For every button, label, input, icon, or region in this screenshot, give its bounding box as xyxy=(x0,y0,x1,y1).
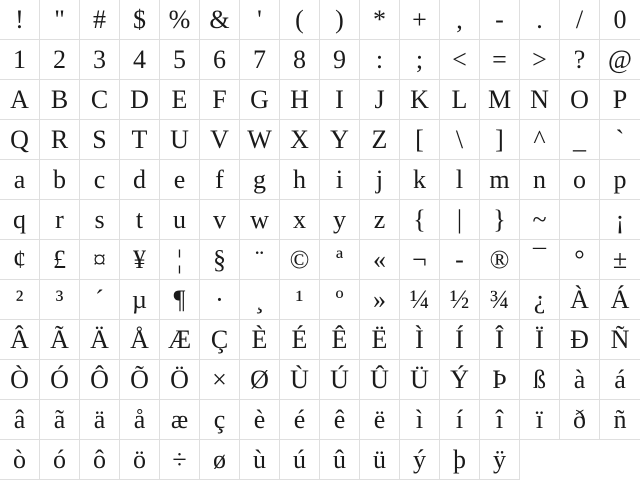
glyph-cell[interactable]: N xyxy=(520,80,560,120)
glyph-cell[interactable]: § xyxy=(200,240,240,280)
glyph-cell[interactable]: H xyxy=(280,80,320,120)
glyph-cell[interactable]: > xyxy=(520,40,560,80)
glyph-cell[interactable]: * xyxy=(360,0,400,40)
glyph-cell[interactable]: Î xyxy=(480,320,520,360)
glyph-cell[interactable]: · xyxy=(200,280,240,320)
glyph-cell[interactable]: E xyxy=(160,80,200,120)
glyph-cell[interactable]: ê xyxy=(320,400,360,440)
glyph-cell[interactable]: Ó xyxy=(40,360,80,400)
glyph-cell[interactable]: / xyxy=(560,0,600,40)
glyph-cell[interactable]: 7 xyxy=(240,40,280,80)
glyph-cell[interactable]: Â xyxy=(0,320,40,360)
glyph-cell[interactable]: F xyxy=(200,80,240,120)
glyph-cell[interactable]: á xyxy=(600,360,640,400)
glyph-cell[interactable]: ² xyxy=(0,280,40,320)
glyph-cell[interactable]: ° xyxy=(560,240,600,280)
glyph-cell[interactable]: ü xyxy=(360,440,400,480)
glyph-cell[interactable]: e xyxy=(160,160,200,200)
glyph-cell[interactable]: = xyxy=(480,40,520,80)
glyph-cell[interactable]: ; xyxy=(400,40,440,80)
glyph-cell[interactable]: ¾ xyxy=(480,280,520,320)
glyph-cell[interactable]: 1 xyxy=(0,40,40,80)
glyph-cell[interactable]: [ xyxy=(400,120,440,160)
glyph-cell[interactable]: h xyxy=(280,160,320,200)
glyph-cell[interactable]: É xyxy=(280,320,320,360)
glyph-cell[interactable]: V xyxy=(200,120,240,160)
glyph-cell[interactable]: Q xyxy=(0,120,40,160)
glyph-cell[interactable]: í xyxy=(440,400,480,440)
glyph-cell[interactable]: j xyxy=(360,160,400,200)
glyph-cell[interactable]: ª xyxy=(320,240,360,280)
glyph-cell[interactable]: ¥ xyxy=(120,240,160,280)
glyph-cell[interactable]: × xyxy=(200,360,240,400)
glyph-cell[interactable]: ± xyxy=(600,240,640,280)
glyph-cell[interactable]: 4 xyxy=(120,40,160,80)
glyph-cell[interactable]: ] xyxy=(480,120,520,160)
glyph-cell[interactable]: ð xyxy=(560,400,600,440)
glyph-cell[interactable]: d xyxy=(120,160,160,200)
glyph-cell[interactable]: ï xyxy=(520,400,560,440)
glyph-cell[interactable]: ' xyxy=(240,0,280,40)
glyph-cell[interactable]: m xyxy=(480,160,520,200)
glyph-cell[interactable]: Ì xyxy=(400,320,440,360)
glyph-cell[interactable]: ë xyxy=(360,400,400,440)
glyph-cell[interactable]: { xyxy=(400,200,440,240)
glyph-cell[interactable]: ¸ xyxy=(240,280,280,320)
glyph-cell[interactable]: O xyxy=(560,80,600,120)
glyph-cell[interactable]: p xyxy=(600,160,640,200)
glyph-cell[interactable]: W xyxy=(240,120,280,160)
glyph-cell[interactable]: k xyxy=(400,160,440,200)
glyph-cell[interactable]: â xyxy=(0,400,40,440)
glyph-cell[interactable]: à xyxy=(560,360,600,400)
glyph-cell[interactable]: a xyxy=(0,160,40,200)
glyph-cell[interactable]: ó xyxy=(40,440,80,480)
glyph-cell[interactable]: £ xyxy=(40,240,80,280)
glyph-cell[interactable]: ç xyxy=(200,400,240,440)
glyph-cell[interactable]: ´ xyxy=(80,280,120,320)
glyph-cell[interactable]: x xyxy=(280,200,320,240)
glyph-cell[interactable]: ? xyxy=(560,40,600,80)
glyph-cell[interactable]: Ö xyxy=(160,360,200,400)
glyph-cell[interactable]: Ô xyxy=(80,360,120,400)
glyph-cell[interactable]: u xyxy=(160,200,200,240)
glyph-cell[interactable]: \ xyxy=(440,120,480,160)
glyph-cell[interactable]: Ë xyxy=(360,320,400,360)
glyph-cell[interactable]: 0 xyxy=(600,0,640,40)
glyph-cell[interactable]: ã xyxy=(40,400,80,440)
glyph-cell[interactable]: D xyxy=(120,80,160,120)
glyph-cell[interactable]: ` xyxy=(600,120,640,160)
glyph-cell[interactable]: ¯ xyxy=(520,240,560,280)
glyph-cell[interactable]: w xyxy=(240,200,280,240)
glyph-cell[interactable]: + xyxy=(400,0,440,40)
glyph-cell[interactable]: L xyxy=(440,80,480,120)
glyph-cell[interactable]: i xyxy=(320,160,360,200)
glyph-cell[interactable]: » xyxy=(360,280,400,320)
glyph-cell[interactable]: ù xyxy=(240,440,280,480)
glyph-cell[interactable]: ö xyxy=(120,440,160,480)
glyph-cell[interactable]: g xyxy=(240,160,280,200)
glyph-cell[interactable]: ^ xyxy=(520,120,560,160)
glyph-cell[interactable]: Ä xyxy=(80,320,120,360)
glyph-cell[interactable]: È xyxy=(240,320,280,360)
glyph-cell[interactable]: r xyxy=(40,200,80,240)
glyph-cell[interactable]: Ï xyxy=(520,320,560,360)
glyph-cell[interactable]: A xyxy=(0,80,40,120)
glyph-cell[interactable]: Ú xyxy=(320,360,360,400)
glyph-cell[interactable]: q xyxy=(0,200,40,240)
glyph-cell[interactable]: é xyxy=(280,400,320,440)
glyph-cell[interactable]: " xyxy=(40,0,80,40)
glyph-cell[interactable]: ä xyxy=(80,400,120,440)
glyph-cell[interactable]: l xyxy=(440,160,480,200)
glyph-cell[interactable]: ¦ xyxy=(160,240,200,280)
glyph-cell[interactable]: å xyxy=(120,400,160,440)
glyph-cell[interactable]: y xyxy=(320,200,360,240)
glyph-cell[interactable]: 6 xyxy=(200,40,240,80)
glyph-cell[interactable]: è xyxy=(240,400,280,440)
glyph-cell[interactable]: | xyxy=(440,200,480,240)
glyph-cell[interactable]: ¿ xyxy=(520,280,560,320)
glyph-cell[interactable]: 8 xyxy=(280,40,320,80)
glyph-cell[interactable]: æ xyxy=(160,400,200,440)
glyph-cell[interactable]: - xyxy=(480,0,520,40)
glyph-cell[interactable]: M xyxy=(480,80,520,120)
glyph-cell[interactable]: ô xyxy=(80,440,120,480)
glyph-cell[interactable]: T xyxy=(120,120,160,160)
glyph-cell[interactable] xyxy=(560,200,600,240)
glyph-cell[interactable]: J xyxy=(360,80,400,120)
glyph-cell[interactable]: z xyxy=(360,200,400,240)
glyph-cell[interactable]: X xyxy=(280,120,320,160)
glyph-cell[interactable]: I xyxy=(320,80,360,120)
glyph-cell[interactable]: ¡ xyxy=(600,200,640,240)
glyph-cell[interactable]: 3 xyxy=(80,40,120,80)
glyph-cell[interactable]: 2 xyxy=(40,40,80,80)
glyph-cell[interactable]: ø xyxy=(200,440,240,480)
glyph-cell[interactable]: B xyxy=(40,80,80,120)
glyph-cell[interactable]: ì xyxy=(400,400,440,440)
glyph-cell[interactable]: þ xyxy=(440,440,480,480)
glyph-cell[interactable]: Ç xyxy=(200,320,240,360)
glyph-cell[interactable]: Y xyxy=(320,120,360,160)
glyph-cell[interactable]: ³ xyxy=(40,280,80,320)
glyph-cell[interactable]: Ý xyxy=(440,360,480,400)
glyph-cell[interactable]: Í xyxy=(440,320,480,360)
glyph-cell[interactable]: C xyxy=(80,80,120,120)
glyph-cell[interactable]: Þ xyxy=(480,360,520,400)
glyph-cell[interactable]: © xyxy=(280,240,320,280)
glyph-cell[interactable]: Ð xyxy=(560,320,600,360)
glyph-cell[interactable]: ñ xyxy=(600,400,640,440)
glyph-cell[interactable]: ¢ xyxy=(0,240,40,280)
glyph-cell[interactable]: ¬ xyxy=(400,240,440,280)
glyph-cell[interactable]: ( xyxy=(280,0,320,40)
glyph-cell[interactable]: ~ xyxy=(520,200,560,240)
glyph-cell[interactable]: Å xyxy=(120,320,160,360)
glyph-cell[interactable]: . xyxy=(520,0,560,40)
glyph-cell[interactable]: Ñ xyxy=(600,320,640,360)
glyph-cell[interactable]: 9 xyxy=(320,40,360,80)
glyph-cell[interactable]: % xyxy=(160,0,200,40)
glyph-cell[interactable]: t xyxy=(120,200,160,240)
glyph-cell[interactable]: 5 xyxy=(160,40,200,80)
glyph-cell[interactable]: Ù xyxy=(280,360,320,400)
glyph-cell[interactable]: c xyxy=(80,160,120,200)
glyph-cell[interactable]: ½ xyxy=(440,280,480,320)
glyph-cell[interactable]: Û xyxy=(360,360,400,400)
glyph-cell[interactable]: À xyxy=(560,280,600,320)
glyph-cell[interactable]: @ xyxy=(600,40,640,80)
glyph-cell[interactable]: & xyxy=(200,0,240,40)
glyph-cell[interactable]: n xyxy=(520,160,560,200)
glyph-cell[interactable]: < xyxy=(440,40,480,80)
glyph-cell[interactable]: _ xyxy=(560,120,600,160)
glyph-cell[interactable]: û xyxy=(320,440,360,480)
glyph-cell[interactable]: ® xyxy=(480,240,520,280)
glyph-cell[interactable]: : xyxy=(360,40,400,80)
glyph-cell[interactable]: # xyxy=(80,0,120,40)
glyph-cell[interactable]: v xyxy=(200,200,240,240)
glyph-cell[interactable]: K xyxy=(400,80,440,120)
glyph-cell[interactable]: Ò xyxy=(0,360,40,400)
glyph-cell[interactable]: P xyxy=(600,80,640,120)
glyph-cell[interactable]: ý xyxy=(400,440,440,480)
glyph-cell[interactable]: Ü xyxy=(400,360,440,400)
glyph-cell[interactable]: ÿ xyxy=(480,440,520,480)
glyph-cell[interactable]: - xyxy=(440,240,480,280)
glyph-cell[interactable]: s xyxy=(80,200,120,240)
glyph-cell[interactable]: b xyxy=(40,160,80,200)
glyph-cell[interactable]: ¤ xyxy=(80,240,120,280)
glyph-cell[interactable]: « xyxy=(360,240,400,280)
glyph-cell[interactable]: ß xyxy=(520,360,560,400)
glyph-cell[interactable]: , xyxy=(440,0,480,40)
glyph-cell[interactable]: ú xyxy=(280,440,320,480)
glyph-cell[interactable]: ) xyxy=(320,0,360,40)
glyph-cell[interactable]: } xyxy=(480,200,520,240)
glyph-cell[interactable]: S xyxy=(80,120,120,160)
glyph-cell[interactable]: R xyxy=(40,120,80,160)
glyph-cell[interactable]: o xyxy=(560,160,600,200)
glyph-cell[interactable]: f xyxy=(200,160,240,200)
glyph-cell[interactable]: Á xyxy=(600,280,640,320)
glyph-cell[interactable]: ¨ xyxy=(240,240,280,280)
glyph-cell[interactable]: º xyxy=(320,280,360,320)
glyph-cell[interactable]: ò xyxy=(0,440,40,480)
glyph-cell[interactable]: $ xyxy=(120,0,160,40)
glyph-cell[interactable]: Õ xyxy=(120,360,160,400)
glyph-cell[interactable]: U xyxy=(160,120,200,160)
glyph-cell[interactable]: Æ xyxy=(160,320,200,360)
glyph-cell[interactable]: Ø xyxy=(240,360,280,400)
glyph-cell[interactable]: µ xyxy=(120,280,160,320)
glyph-cell[interactable]: ÷ xyxy=(160,440,200,480)
glyph-cell[interactable]: î xyxy=(480,400,520,440)
glyph-cell[interactable]: Ê xyxy=(320,320,360,360)
glyph-cell[interactable]: G xyxy=(240,80,280,120)
glyph-cell[interactable]: Z xyxy=(360,120,400,160)
glyph-cell[interactable]: ! xyxy=(0,0,40,40)
glyph-cell[interactable]: Ã xyxy=(40,320,80,360)
glyph-cell[interactable]: ¹ xyxy=(280,280,320,320)
glyph-cell[interactable]: ¶ xyxy=(160,280,200,320)
glyph-cell[interactable]: ¼ xyxy=(400,280,440,320)
